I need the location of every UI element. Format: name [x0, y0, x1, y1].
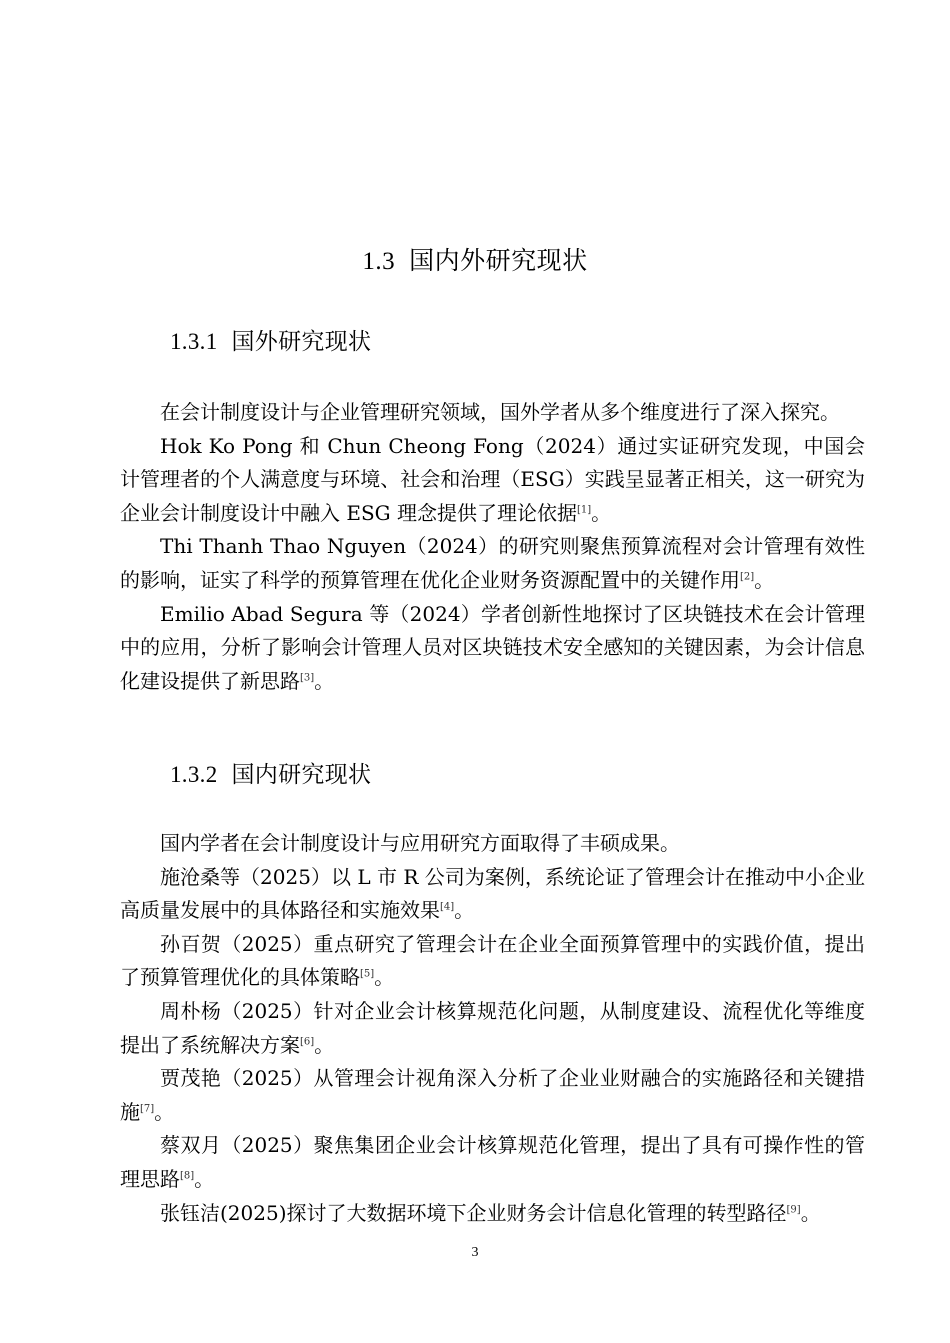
domestic-research-body	[120, 827, 865, 1230]
citation-marker: [3]	[300, 672, 315, 684]
paragraph-tail: 。	[754, 567, 775, 592]
paragraph-text: Thi Thanh Thao Nguyen（2024）的研究则聚焦预算流程对会计管理有效性的影响，证实了科学的预算管理在优化企业财务资源配置中的关键作用	[120, 534, 865, 592]
foreign-research-body	[120, 396, 865, 698]
paragraph	[120, 430, 865, 531]
paragraph	[120, 1197, 865, 1231]
paragraph-text: 施沧桑等（2025）以 L 市 R 公司为案例，系统论证了管理会计在推动中小企业高质量发展中的具体路径和实施效果	[120, 864, 865, 923]
paragraph	[120, 861, 865, 928]
subsection-heading-1-3-1	[170, 327, 371, 357]
section-heading-1-3	[0, 244, 950, 279]
citation-marker: [9]	[786, 1203, 801, 1215]
paragraph-text: 蔡双月（2025）聚焦集团企业会计核算规范化管理，提出了具有可操作性的管理思路	[120, 1133, 865, 1191]
page-number: 3	[471, 1245, 479, 1260]
paragraph-text: Hok Ko Pong 和 Chun Cheong Fong（2024）通过实证研究发现，中国会计管理者的个人满意度与环境、社会和治理（ESG）实践呈显著正相关，这一研究为企业会计制度设计中融入 ESG 理念提供了理论依据	[120, 433, 865, 525]
paragraph-tail: 。	[454, 898, 475, 923]
subsection-title: 国外研究现状	[231, 329, 372, 355]
citation-marker: [2]	[740, 571, 755, 583]
heading-title: 国内外研究现状	[409, 246, 588, 275]
paragraph	[120, 827, 865, 861]
citation-marker: [1]	[577, 504, 592, 516]
paragraph-text: Emilio Abad Segura 等（2024）学者创新性地探讨了区块链技术在会计管理中的应用，分析了影响会计管理人员对区块链技术安全感知的关键因素，为会计信息化建设提供了新思路	[120, 601, 865, 693]
paragraph-text: 贾茂艳（2025）从管理会计视角深入分析了企业业财融合的实施路径和关键措施	[120, 1066, 865, 1124]
paragraph	[120, 928, 865, 995]
paragraph-tail: 。	[314, 1032, 335, 1057]
citation-marker: [6]	[300, 1035, 315, 1047]
paragraph-text: 张钰洁(2025)探讨了大数据环境下企业财务会计信息化管理的转型路径	[160, 1200, 787, 1225]
subsection-heading-1-3-2	[170, 760, 371, 790]
paragraph-tail: 。	[194, 1166, 215, 1191]
subsection-number: 1.3.2	[170, 762, 218, 787]
paragraph	[120, 1129, 865, 1196]
paragraph	[120, 396, 865, 430]
paragraph	[120, 995, 865, 1062]
citation-marker: [8]	[180, 1170, 195, 1182]
subsection-number: 1.3.1	[170, 329, 218, 354]
paragraph	[120, 1062, 865, 1129]
citation-marker: [5]	[360, 968, 375, 980]
subsection-title: 国内研究现状	[231, 762, 372, 788]
paragraph-tail: 。	[374, 965, 395, 990]
heading-number: 1.3	[362, 248, 396, 275]
paragraph-tail: 。	[154, 1099, 175, 1124]
paragraph-text: 在会计制度设计与企业管理研究领域，国外学者从多个维度进行了深入探究。	[160, 400, 840, 424]
paragraph-text: 周朴杨（2025）针对企业会计核算规范化问题，从制度建设、流程优化等维度提出了系统解决方案	[120, 998, 865, 1057]
citation-marker: [4]	[440, 901, 455, 913]
paragraph-tail: 。	[800, 1200, 821, 1225]
paragraph	[120, 530, 865, 597]
paragraph-text: 国内学者在会计制度设计与应用研究方面取得了丰硕成果。	[160, 831, 680, 855]
paragraph-text: 孙百贺（2025）重点研究了管理会计在企业全面预算管理中的实践价值，提出了预算管理优化的具体策略	[120, 931, 865, 990]
citation-marker: [7]	[140, 1103, 155, 1115]
paragraph-tail: 。	[314, 668, 335, 693]
paragraph-tail: 。	[591, 500, 612, 525]
paragraph	[120, 598, 865, 699]
